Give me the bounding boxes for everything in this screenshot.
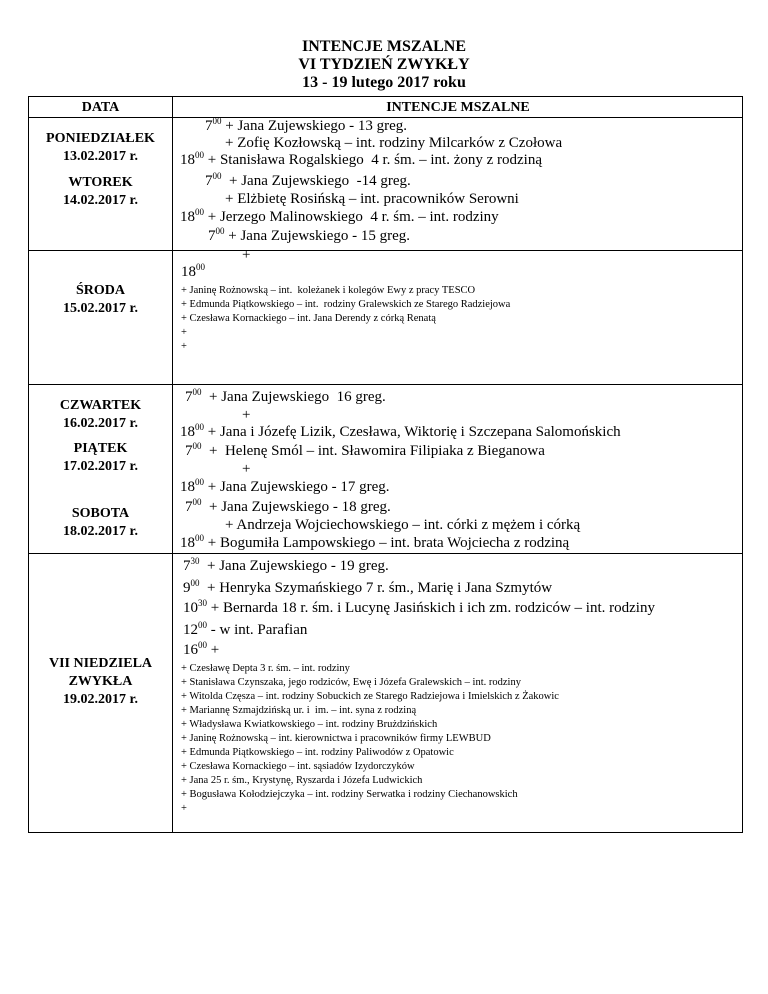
intention-text: + Andrzeja Wojciechowskiego – int. córki z mężem i córką [225, 517, 581, 533]
intention-line [185, 389, 386, 406]
mass-minutes: 00 [198, 640, 207, 650]
intentions-table [28, 96, 743, 833]
intention-text: + Jana i Józefę Lizik, Czesława, Wiktorię i Szczepana Salomońskich [204, 424, 621, 440]
week-subtitle: VI TYDZIEŃ ZWYKŁY [298, 56, 470, 73]
intention-line [181, 284, 475, 297]
column-divider [172, 97, 173, 832]
day-date: 14.02.2017 r. [63, 193, 138, 208]
mass-minutes: 00 [190, 578, 200, 588]
intention-text: + Czesława Kornackiego – int. Jana Derendy z córką Renatą [181, 313, 436, 324]
day-saturday [29, 505, 172, 541]
day-date: 17.02.2017 r. [63, 459, 138, 474]
mass-minutes: 00 [195, 150, 204, 160]
intention-text: + Bogumiła Lampowskiego – int. brata Wojciecha z rodziną [204, 535, 570, 551]
mass-minutes: 00 [192, 441, 202, 451]
intention-line [181, 662, 350, 675]
intention-text: + [181, 327, 187, 338]
day-friday [29, 440, 172, 476]
intention-line [183, 580, 552, 597]
intention-line [181, 746, 454, 759]
intention-text: + Stanisława Czynszaka, jego rodziców, Ewę i Józefa Gralewskich – int. rodziny [181, 677, 521, 688]
column-header-date: DATA [81, 100, 120, 115]
mass-hour: 7 [205, 173, 213, 189]
mass-hour: 18 [180, 479, 195, 495]
mass-minutes: 00 [212, 171, 222, 181]
intention-text: + [181, 803, 187, 814]
day-date: 16.02.2017 r. [63, 416, 138, 431]
intention-line [181, 732, 491, 745]
day-date: 18.02.2017 r. [63, 524, 138, 539]
day-date: 19.02.2017 r. [63, 692, 138, 707]
intention-line [183, 600, 655, 617]
mass-minutes: 30 [198, 598, 207, 608]
page-title: INTENCJE MSZALNE [301, 38, 467, 55]
mass-minutes: 30 [190, 556, 200, 566]
day-name-line2: ZWYKŁA [68, 674, 133, 689]
intention-text: + Jerzego Malinowskiego 4 r. śm. – int. rodziny [204, 209, 499, 225]
day-name: VII NIEDZIELA [48, 656, 153, 671]
intention-text: + Jana Zujewskiego - 15 greg. [224, 228, 410, 244]
intention-text: + Henryka Szymańskiego 7 r. śm., Marię i Jana Szmytów [199, 580, 553, 596]
intention-line [181, 690, 559, 703]
intention-line [225, 517, 580, 534]
intention-line [181, 774, 422, 787]
row-divider [29, 250, 742, 251]
intention-text: + Helenę Smól – int. Sławomira Filipiaka z Bieganowa [201, 443, 545, 459]
intention-text: + Czesława Kornackiego – int. sąsiadów Izydorczyków [181, 761, 415, 772]
day-name: PIĄTEK [73, 441, 128, 456]
intention-line [183, 642, 219, 659]
day-name: PONIEDZIAŁEK [46, 131, 155, 146]
mass-hour: 12 [183, 622, 198, 638]
intention-text: + Jana Zujewskiego -14 greg. [221, 173, 411, 189]
intention-text: + Bernarda 18 r. śm. i Lucynę Jasińskich i ich zm. rodziców – int. rodziny [207, 600, 655, 616]
intention-text: + Jana Zujewskiego - 19 greg. [199, 558, 389, 574]
day-date: 15.02.2017 r. [63, 301, 138, 316]
mass-minutes: 00 [212, 116, 222, 126]
day-name: ŚRODA [75, 283, 125, 298]
intention-line [185, 499, 391, 516]
intention-line [181, 298, 510, 311]
mass-hour: 16 [183, 642, 198, 658]
mass-hour: 7 [185, 499, 193, 515]
intention-text: + Janinę Rożnowską – int. kierownictwa i pracowników firmy LEWBUD [181, 733, 491, 744]
mass-minutes: 00 [192, 387, 202, 397]
intention-line [181, 704, 416, 717]
mass-hour: 9 [183, 580, 191, 596]
intention-text: + Elżbietę Rosińską – int. pracowników Serowni [225, 191, 519, 207]
intention-text: + Jana Zujewskiego - 17 greg. [204, 479, 390, 495]
intention-line [181, 676, 521, 689]
intention-line [205, 173, 411, 190]
mass-hour: 7 [183, 558, 191, 574]
intention-line [181, 802, 187, 815]
intention-text: + Jana Zujewskiego - 18 greg. [201, 499, 391, 515]
intention-text: + [207, 642, 220, 658]
intention-text: + Janinę Rożnowską – int. koleżanek i kolegów Ewy z pracy TESCO [181, 285, 476, 296]
mass-hour: 7 [185, 443, 193, 459]
day-thursday [29, 397, 172, 433]
mass-hour: 18 [181, 264, 196, 280]
mass-minutes: 00 [192, 497, 202, 507]
intention-line [181, 340, 187, 353]
day-monday [29, 130, 172, 166]
intention-text: + [242, 461, 251, 477]
intention-line [180, 152, 542, 169]
mass-hour: 18 [180, 424, 195, 440]
intention-line [180, 424, 621, 441]
mass-hour: 18 [180, 209, 195, 225]
mass-minutes: 00 [198, 620, 207, 630]
intention-text: + Edmunda Piątkowskiego – int. rodziny Paliwodów z Opatowic [181, 747, 454, 758]
intention-text: + Witolda Częsza – int. rodziny Sobuckich ze Starego Radziejowa i Imielskich z Żakowic [181, 691, 559, 702]
intention-line [208, 228, 410, 245]
intention-text: + Zofię Kozłowską – int. rodziny Milcarków z Czołowa [225, 135, 563, 151]
day-date: 13.02.2017 r. [63, 149, 138, 164]
mass-hour: 7 [185, 389, 193, 405]
mass-hour: 18 [180, 535, 195, 551]
intention-line [180, 479, 390, 496]
intention-line [180, 209, 499, 226]
intention-line [181, 760, 415, 773]
mass-hour: 10 [183, 600, 198, 616]
intention-text: + Stanisława Rogalskiego 4 r. śm. – int. żony z rodziną [204, 152, 542, 168]
column-header-intentions: INTENCJE MSZALNE [386, 100, 530, 115]
intention-text: + Jana Zujewskiego 16 greg. [201, 389, 386, 405]
intention-line [181, 718, 437, 731]
intention-text: + Jana 25 r. śm., Krystynę, Ryszarda i Józefa Ludwickich [181, 775, 423, 786]
row-divider [29, 384, 742, 385]
intention-text: + [242, 247, 251, 263]
intention-text: + Mariannę Szmajdzińską ur. i im. – int. syna z rodziną [181, 705, 417, 716]
intention-text: + Jana Zujewskiego - 13 greg. [221, 118, 407, 134]
week-dates: 13 - 19 lutego 2017 roku [302, 74, 466, 91]
mass-minutes: 00 [195, 477, 204, 487]
intention-line [183, 558, 389, 575]
mass-minutes: 00 [215, 226, 225, 236]
mass-minutes: 00 [196, 262, 205, 272]
intention-text: + Władysława Kwiatkowskiego – int. rodziny Brużdzińskich [181, 719, 438, 730]
day-tuesday [29, 174, 172, 210]
intention-text: + [181, 341, 187, 352]
intention-line [183, 622, 307, 639]
day-name: WTOREK [68, 175, 133, 190]
intention-line [205, 118, 407, 135]
mass-hour: 7 [205, 118, 213, 134]
intention-text: - w int. Parafian [207, 622, 308, 638]
day-name: CZWARTEK [59, 398, 142, 413]
day-wednesday [29, 282, 172, 318]
intention-line [225, 135, 562, 152]
intention-line [242, 461, 250, 478]
mass-minutes: 00 [195, 207, 204, 217]
intention-line [181, 312, 436, 325]
mass-minutes: 00 [195, 422, 204, 432]
intention-line [242, 407, 250, 424]
intention-text: + Bogusława Kołodziejczyka – int. rodziny Serwatka i rodziny Ciechanowskich [181, 789, 518, 800]
intention-line [181, 264, 205, 281]
intention-line [242, 247, 250, 264]
day-sunday [29, 655, 172, 709]
mass-hour: 7 [208, 228, 216, 244]
intention-text: + Czesławę Depta 3 r. śm. – int. rodziny [181, 663, 350, 674]
day-name: SOBOTA [71, 506, 130, 521]
intention-line [225, 191, 519, 208]
intention-line [181, 788, 518, 801]
mass-hour: 18 [180, 152, 195, 168]
intention-line [185, 443, 545, 460]
intention-line [180, 535, 569, 552]
intention-text: + Edmunda Piątkowskiego – int. rodziny Gralewskich ze Starego Radziejowa [181, 299, 511, 310]
intention-line [181, 326, 187, 339]
row-divider [29, 553, 742, 554]
mass-minutes: 00 [195, 533, 204, 543]
intention-text: + [242, 407, 251, 423]
